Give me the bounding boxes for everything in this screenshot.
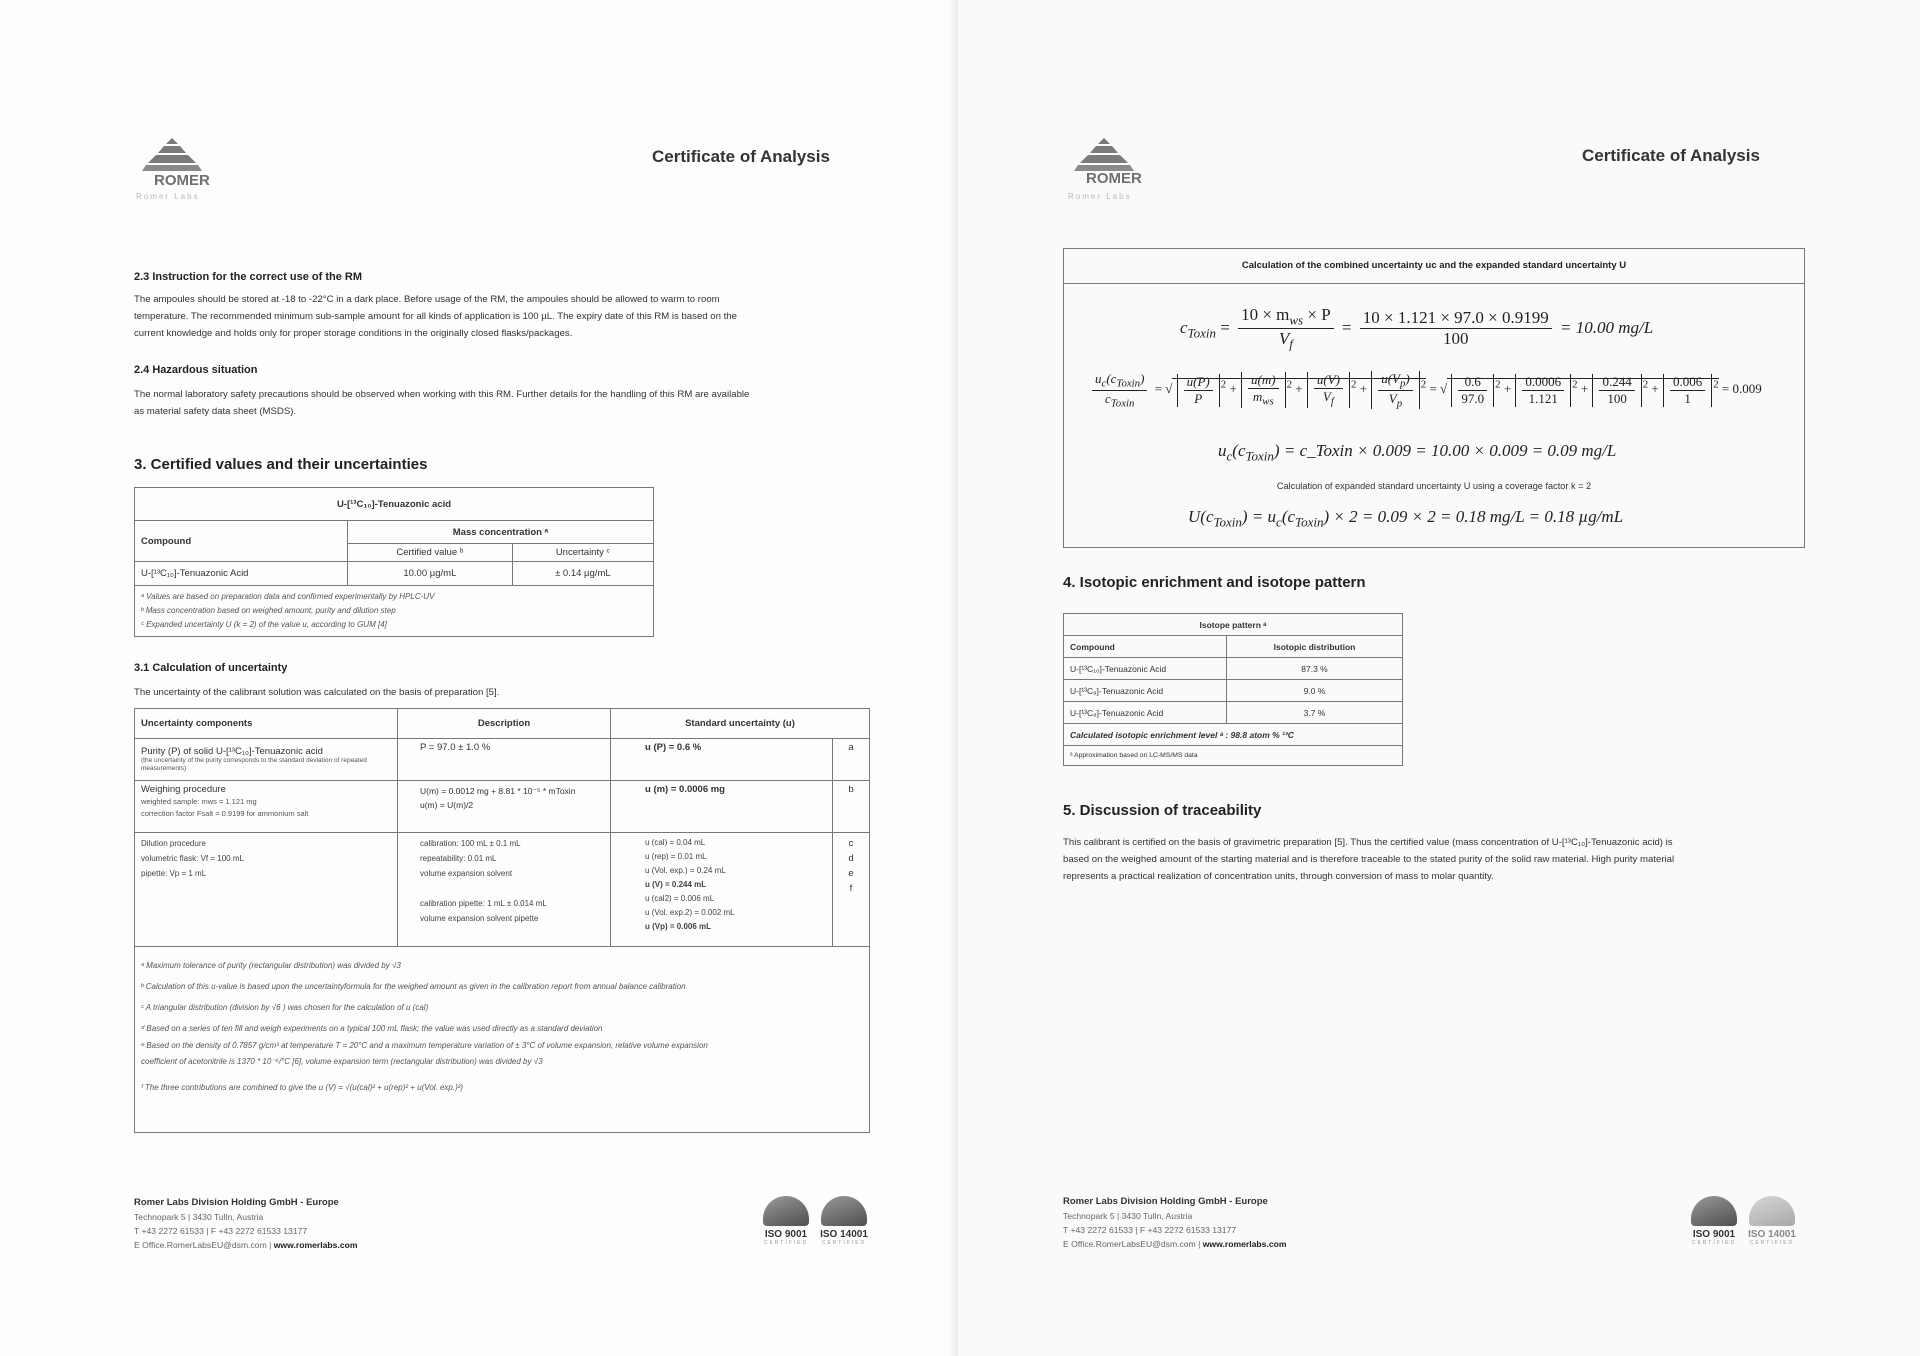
eq-term: × P xyxy=(1303,305,1331,324)
certified-values-table xyxy=(134,487,654,637)
footer-company: Romer Labs Division Holding GmbH - Europe xyxy=(1063,1196,1268,1207)
section-3-heading: 3. Certified values and their uncertainties xyxy=(134,456,428,473)
logo-word: ROMER xyxy=(154,172,210,189)
description-line: U(m) = 0.0012 mg + 8.81 * 10⁻⁵ * mToxin xyxy=(420,786,576,796)
iso-9001-badge xyxy=(1686,1196,1742,1246)
romer-logo xyxy=(1064,136,1154,216)
col-components: Uncertainty components xyxy=(135,709,398,739)
text-line: The ampoules should be stored at -18 to -22°C in a dark place. Before usage of the RM, the ampoules should be allowed to warm to room xyxy=(134,294,720,305)
calculation-heading: Calculation of the combined uncertainty uc and the expanded standard uncertainty U xyxy=(1064,249,1804,284)
cell-distribution: 3.7 % xyxy=(1227,702,1403,724)
eq-term: 10 × m xyxy=(1241,305,1290,324)
eq-value: 0.6 xyxy=(1458,374,1487,391)
cell-compound: U-[¹³C₉]-Tenuazonic Acid xyxy=(1064,680,1227,702)
right-page xyxy=(958,0,1920,1356)
logo-word: ROMER xyxy=(1086,170,1142,187)
description-line: volume expansion solvent xyxy=(420,869,513,878)
iso-label: ISO 14001 xyxy=(1748,1229,1796,1240)
iso-sub: CERTIFIED xyxy=(1749,1240,1795,1246)
eq-result: = 10.00 mg/L xyxy=(1560,317,1654,337)
component-label: Purity (P) of solid U-[¹³C₁₀]-Tenuazonic acid xyxy=(141,746,323,757)
uncertainty-notes xyxy=(135,947,870,1133)
logo-sub: Romer Labs xyxy=(1068,192,1132,201)
eq-result: = 0.009 xyxy=(1721,381,1762,397)
col-uncertainty: Uncertainty ᶜ xyxy=(512,544,653,562)
description-line: calibration pipette: 1 mL ± 0.014 mL xyxy=(420,899,547,908)
row-dilution-keys xyxy=(833,833,870,947)
standard-line: u (cal) = 0.04 mL xyxy=(645,838,706,847)
key-letter: f xyxy=(849,883,853,894)
component-detail: volumetric flask: Vf = 100 mL xyxy=(141,854,244,863)
page-title: Certificate of Analysis xyxy=(1582,146,1760,165)
note-line: ᶠ The three contributions are combined to give the u (V) = √(u(cal)² + u(rep)² + u(Vol. exp.)²) xyxy=(141,1083,464,1092)
note-line: ᵉ Based on the density of 0.7857 g/cm³ at temperature T = 20°C and a maximum temperature variation of ± 3°C of volume expansion, relative volume expansion xyxy=(141,1041,708,1050)
row-dilution-component xyxy=(135,833,398,947)
iso-14001-badge xyxy=(1744,1196,1800,1246)
note-line: ᵇ Mass concentration based on weighed amount, purity and dilution step xyxy=(141,606,396,615)
eq-term: ws xyxy=(1289,312,1304,328)
component-detail: (the uncertainty of the purity corresponds to the standard deviation of repeated measurements) xyxy=(141,757,367,772)
note-line: coefficient of acetonitrile is 1370 * 10⁻⁶/°C [6], volume expansion term (rectangular distribution) was divided by √3 xyxy=(141,1057,543,1066)
footer-phone: T +43 2272 61533 | F +43 2272 61533 13177 xyxy=(134,1226,308,1236)
key-letter: e xyxy=(848,868,854,879)
col-mass-concentration: Mass concentration ᵃ xyxy=(348,521,654,544)
standard-line: u (rep) = 0.01 mL xyxy=(645,852,707,861)
col-compound: Compound xyxy=(1064,636,1227,658)
component-detail: weighted sample: mws = 1.121 mg xyxy=(141,797,257,806)
iso-label: ISO 9001 xyxy=(764,1229,808,1240)
text-line: based on the weighed amount of the starting material and is therefore traceable to the stated purity of the solid raw material. High purity material xyxy=(1063,854,1675,865)
component-detail: pipette: Vp = 1 mL xyxy=(141,869,207,878)
key-letter: d xyxy=(848,853,854,864)
section-5-heading: 5. Discussion of traceability xyxy=(1063,802,1262,819)
eq-value: 0.006 xyxy=(1670,374,1705,391)
note-line: ᵃ Values are based on preparation data and confirmed experimentally by HPLC-UV xyxy=(141,592,435,601)
text-line: This calibrant is certified on the basis of gravimetric preparation [5]. Thus the certified value (mass concentration of U-[¹³C₁₀]-Tenuazonic acid) is xyxy=(1063,837,1673,848)
footer-website: www.romerlabs.com xyxy=(1202,1239,1287,1249)
table-row xyxy=(1064,680,1403,702)
eq-term: 100 xyxy=(1443,329,1469,349)
footer-address: Technopark 5 | 3430 Tulln, Austria xyxy=(134,1212,264,1222)
row-weighing-key: b xyxy=(833,781,870,833)
component-label: Dilution procedure xyxy=(141,839,206,848)
col-compound: Compound xyxy=(135,521,348,562)
text-line: as material safety data sheet (MSDS). xyxy=(134,406,297,417)
text-line: The normal laboratory safety precautions should be observed when working with this RM. Further details for the handling of this RM are available xyxy=(134,389,750,400)
section-2-3-text xyxy=(134,291,737,342)
text-line: temperature. The recommended minimum sub-sample amount for all kinds of application is 100 µL. The expiry date of this RM is based on the xyxy=(134,311,737,322)
row-weighing-component xyxy=(135,781,398,833)
table-row xyxy=(1064,658,1403,680)
isotope-note: ᵃ Approximation based on LC-MS/MS data xyxy=(1064,746,1403,766)
footer-address: Technopark 5 | 3430 Tulln, Austria xyxy=(1063,1211,1193,1221)
col-isotopic-distribution: Isotopic distribution xyxy=(1227,636,1403,658)
enrichment-level: Calculated isotopic enrichment level ᵃ : 98.8 atom % ¹³C xyxy=(1064,724,1403,746)
eq-value: 1.121 xyxy=(1528,390,1558,406)
eq-term: 10 × 1.121 × 97.0 × 0.9199 xyxy=(1360,308,1552,329)
note-line: ᶜ A triangular distribution (division by √6 ) was chosen for the calculation of u (cal) xyxy=(141,1003,429,1012)
section-2-3-heading: 2.3 Instruction for the correct use of the RM xyxy=(134,271,362,283)
cell-distribution: 9.0 % xyxy=(1227,680,1403,702)
eq-value: 100 xyxy=(1607,390,1627,406)
footer-website: www.romerlabs.com xyxy=(273,1240,358,1250)
equation-concentration: $c_{Toxin}$ = $\frac{10 \times m_{ws} \times P}{V_f}$ = $\frac{10 \times 1.121 \times 97.0 \times 0.9199}{100}$ = 10.00 mg/L xyxy=(1180,305,1654,352)
standard-line: u (Vol. exp.) = 0.24 mL xyxy=(645,866,726,875)
standard-line: u (Vol. exp.2) = 0.002 mL xyxy=(645,908,735,917)
table-title: U-[¹³C₁₀]-Tenuazonic acid xyxy=(135,488,654,521)
iso-sub: CERTIFIED xyxy=(821,1240,867,1246)
standard-line: u (V) = 0.244 mL xyxy=(645,880,707,889)
row-certified-value: 10.00 µg/mL xyxy=(348,562,513,586)
page-title: Certificate of Analysis xyxy=(652,147,830,166)
standard-line: u (Vp) = 0.006 mL xyxy=(645,922,712,931)
cell-compound: U-[¹³C₁₀]-Tenuazonic Acid xyxy=(1064,658,1227,680)
row-purity-component xyxy=(135,739,398,781)
eq-result: × 2 = 0.09 × 2 = 0.18 mg/L = 0.18 µg/mL xyxy=(1333,507,1624,526)
eq-value: 0.244 xyxy=(1599,374,1634,391)
iso-sub: CERTIFIED xyxy=(1691,1240,1737,1246)
left-page xyxy=(0,0,958,1356)
uncertainty-table xyxy=(134,708,870,1133)
section-3-1-heading: 3.1 Calculation of uncertainty xyxy=(134,662,288,674)
note-line: ᵈ Based on a series of ten fill and weigh experiments on a typical 100 mL flask; the value was used directly as a standard deviation xyxy=(141,1024,603,1033)
component-label: Weighing procedure xyxy=(141,784,226,795)
footer-email: E Office.RomerLabsEU@dsm.com | xyxy=(1063,1239,1201,1249)
equation-relative-uncertainty: $\frac{u_c(c_{Toxin})}{c_{Toxin}}$ = √ $\frac{u(P)}{P}$ $^2$ + $\frac{u(m)}{m_{ws}}$ $^2$ + $\frac{u(V)}{V_f}$ $^2$ + $\frac{u(V_p)}{V_p}$ $^2$ = √ $\frac{0.6}{97.0}$ $^2$ + $\frac{0.0006}{1.121}$ $^2$ + $\frac{0.244}{100}$ $^2$ + $\frac{0.006}{1}$ $^2$ = 0.009 xyxy=(1088,371,1762,409)
col-standard-uncertainty: Standard uncertainty (u) xyxy=(611,709,870,739)
eq-value: 1 xyxy=(1684,390,1691,406)
row-dilution-standard xyxy=(611,833,833,947)
table-title: Isotope pattern ᵃ xyxy=(1064,614,1403,636)
section-2-4-heading: 2.4 Hazardous situation xyxy=(134,364,258,376)
footer-contact xyxy=(1063,1239,1286,1249)
description-line: volume expansion solvent pipette xyxy=(420,914,539,923)
note-line: ᶜ Expanded uncertainty U (k = 2) of the value u, according to GUM [4] xyxy=(141,620,387,629)
expanded-caption: Calculation of expanded standard uncertainty U using a coverage factor k = 2 xyxy=(1276,481,1592,491)
section-3-1-intro: The uncertainty of the calibrant solution was calculated on the basis of preparation [5]. xyxy=(134,687,500,698)
iso-label: ISO 14001 xyxy=(820,1229,868,1240)
iso-14001-badge xyxy=(816,1196,872,1246)
row-purity-key: a xyxy=(833,739,870,781)
section-4-heading: 4. Isotopic enrichment and isotope pattern xyxy=(1063,574,1366,591)
row-weighing-standard: u (m) = 0.0006 mg xyxy=(611,781,833,833)
eq-value: 0.0006 xyxy=(1522,374,1564,391)
col-certified-value: Certified value ᵇ xyxy=(348,544,513,562)
footer-phone: T +43 2272 61533 | F +43 2272 61533 13177 xyxy=(1063,1225,1237,1235)
footer-email: E Office.RomerLabsEU@dsm.com | xyxy=(134,1240,272,1250)
logo-pyramid-icon xyxy=(142,136,202,176)
footer-company: Romer Labs Division Holding GmbH - Europe xyxy=(134,1197,339,1208)
romer-logo xyxy=(132,136,222,216)
eq-value: 97.0 xyxy=(1461,390,1485,406)
col-description: Description xyxy=(398,709,611,739)
section-2-4-text xyxy=(134,386,749,420)
equation-combined-uncertainty: $u_c(c_{Toxin})$ = c_Toxin × 0.009 = 10.00 × 0.009 = 0.09 mg/L xyxy=(1218,441,1617,464)
cell-distribution: 87.3 % xyxy=(1227,658,1403,680)
section-5-text xyxy=(1063,834,1674,885)
row-purity-description: P = 97.0 ± 1.0 % xyxy=(398,739,611,781)
description-line: u(m) = U(m)/2 xyxy=(420,800,474,810)
row-compound: U-[¹³C₁₀]-Tenuazonic Acid xyxy=(135,562,348,586)
description-line: calibration: 100 mL ± 0.1 mL xyxy=(420,839,521,848)
iso-9001-badge xyxy=(758,1196,814,1246)
eq-result: = c_Toxin × 0.009 = 10.00 × 0.009 = 0.09 mg/L xyxy=(1283,441,1617,460)
text-line: current knowledge and holds only for proper storage conditions in the originally closed flasks/packages. xyxy=(134,328,573,339)
row-weighing-description xyxy=(398,781,611,833)
isotope-table xyxy=(1063,613,1403,766)
table-notes xyxy=(135,586,654,637)
uncertainty-calculation-box xyxy=(1063,248,1805,548)
cell-compound: U-[¹³C₈]-Tenuazonic Acid xyxy=(1064,702,1227,724)
iso-sub: CERTIFIED xyxy=(763,1240,809,1246)
description-line: repeatability: 0.01 mL xyxy=(420,854,497,863)
row-purity-standard: u (P) = 0.6 % xyxy=(611,739,833,781)
iso-label: ISO 9001 xyxy=(1692,1229,1736,1240)
logo-sub: Romer Labs xyxy=(136,192,200,201)
row-uncertainty: ± 0.14 µg/mL xyxy=(512,562,653,586)
standard-line: u (cal2) = 0.006 mL xyxy=(645,894,715,903)
note-line: ᵇ Calculation of this u-value is based upon the uncertaintyformula for the weighed amount as given in the calibration report from annual balance calibration xyxy=(141,982,686,991)
note-line: ᵃ Maximum tolerance of purity (rectangular distribution) was divided by √3 xyxy=(141,961,401,970)
row-dilution-description xyxy=(398,833,611,947)
component-detail: correction factor Fsalt = 0.9199 for ammonium salt xyxy=(141,809,309,818)
table-row xyxy=(1064,702,1403,724)
equation-expanded-uncertainty: $U(c_{Toxin}) = u_c(c_{Toxin}) \times 2 = 0.09 \times 2 = 0.18$ mg/L = 0.18 µg/mL xyxy=(1188,507,1624,530)
text-line: represents a practical realization of concentration units, through conversion of mass to molar quantity. xyxy=(1063,871,1494,882)
key-letter: c xyxy=(848,838,854,849)
footer-contact xyxy=(134,1240,357,1250)
